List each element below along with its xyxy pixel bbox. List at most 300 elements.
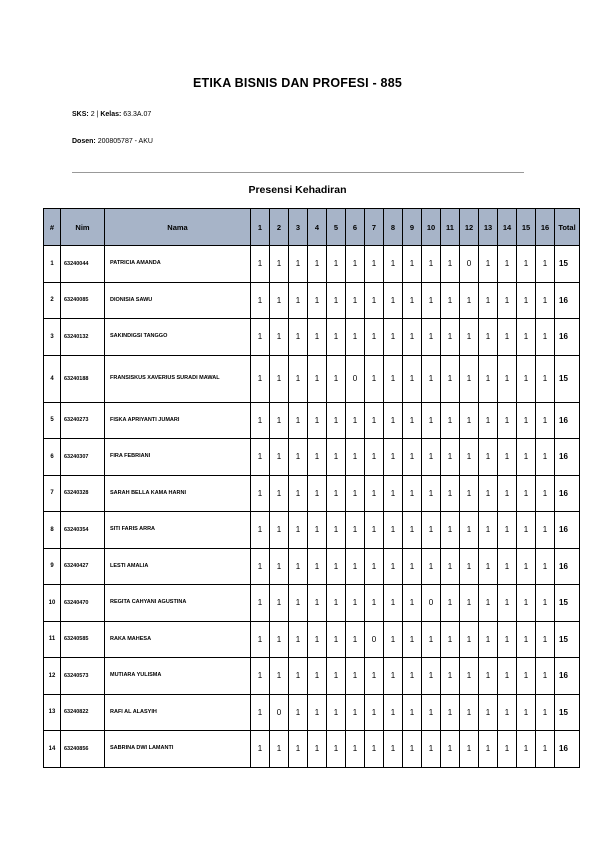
attendance-cell: 1 (365, 731, 384, 768)
attendance-cell: 1 (422, 282, 441, 319)
row-number: 1 (44, 246, 61, 283)
attendance-cell: 1 (308, 246, 327, 283)
attendance-cell: 1 (289, 475, 308, 512)
attendance-cell: 1 (479, 246, 498, 283)
attendance-cell: 1 (479, 355, 498, 402)
attendance-cell: 1 (441, 475, 460, 512)
attendance-cell: 1 (327, 658, 346, 695)
attendance-cell: 1 (346, 319, 365, 356)
table-row (44, 246, 580, 283)
attendance-cell: 1 (308, 548, 327, 585)
attendance-cell: 1 (460, 439, 479, 476)
attendance-cell: 1 (422, 548, 441, 585)
attendance-cell: 1 (289, 658, 308, 695)
column-header: 3 (289, 209, 308, 246)
column-header: 11 (441, 209, 460, 246)
attendance-cell: 1 (479, 621, 498, 658)
attendance-cell: 1 (346, 585, 365, 622)
attendance-cell: 1 (308, 439, 327, 476)
attendance-cell: 1 (536, 512, 555, 549)
student-name: RAKA MAHESA (105, 621, 251, 658)
attendance-cell: 1 (422, 658, 441, 695)
table-row (44, 475, 580, 512)
attendance-cell: 1 (498, 512, 517, 549)
total-cell: 15 (555, 246, 580, 283)
attendance-cell: 0 (270, 694, 289, 731)
total-cell: 16 (555, 282, 580, 319)
attendance-cell: 1 (308, 658, 327, 695)
attendance-cell: 0 (346, 355, 365, 402)
attendance-cell: 1 (327, 439, 346, 476)
attendance-cell: 1 (403, 694, 422, 731)
attendance-cell: 1 (479, 694, 498, 731)
attendance-cell: 1 (460, 694, 479, 731)
attendance-cell: 1 (384, 402, 403, 439)
attendance-cell: 1 (517, 621, 536, 658)
attendance-cell: 1 (479, 658, 498, 695)
student-name: REGITA CAHYANI AGUSTINA (105, 585, 251, 622)
attendance-cell: 1 (422, 475, 441, 512)
attendance-cell: 1 (460, 475, 479, 512)
student-name: LESTI AMALIA (105, 548, 251, 585)
total-cell: 16 (555, 548, 580, 585)
attendance-cell: 1 (536, 548, 555, 585)
attendance-cell: 1 (536, 282, 555, 319)
attendance-cell: 1 (441, 548, 460, 585)
attendance-cell: 1 (308, 319, 327, 356)
attendance-cell: 1 (327, 694, 346, 731)
row-number: 12 (44, 658, 61, 695)
total-cell: 16 (555, 658, 580, 695)
column-header: 15 (517, 209, 536, 246)
attendance-cell: 1 (308, 585, 327, 622)
attendance-cell: 1 (422, 512, 441, 549)
student-name: FRANSISKUS XAVERIUS SURADI MAWAL (105, 355, 251, 402)
row-number: 8 (44, 512, 61, 549)
attendance-cell: 1 (536, 694, 555, 731)
attendance-cell: 1 (346, 658, 365, 695)
attendance-cell: 1 (441, 585, 460, 622)
attendance-cell: 1 (270, 548, 289, 585)
attendance-cell: 1 (384, 439, 403, 476)
attendance-cell: 1 (498, 319, 517, 356)
column-header: Total (555, 209, 580, 246)
total-cell: 16 (555, 402, 580, 439)
row-number: 11 (44, 621, 61, 658)
table-row (44, 548, 580, 585)
attendance-cell: 1 (517, 585, 536, 622)
attendance-cell: 1 (422, 319, 441, 356)
student-nim: 63240354 (61, 512, 105, 549)
attendance-cell: 1 (384, 512, 403, 549)
attendance-cell: 1 (327, 621, 346, 658)
attendance-cell: 1 (308, 512, 327, 549)
attendance-cell: 1 (460, 355, 479, 402)
attendance-cell: 1 (289, 402, 308, 439)
attendance-cell: 1 (251, 731, 270, 768)
column-header: Nama (105, 209, 251, 246)
attendance-cell: 1 (346, 694, 365, 731)
attendance-cell: 1 (308, 694, 327, 731)
attendance-cell: 1 (251, 585, 270, 622)
attendance-cell: 1 (365, 694, 384, 731)
attendance-cell: 1 (422, 694, 441, 731)
student-name: SITI FARIS ARRA (105, 512, 251, 549)
attendance-cell: 1 (460, 731, 479, 768)
total-cell: 16 (555, 319, 580, 356)
attendance-cell: 1 (365, 548, 384, 585)
row-number: 2 (44, 282, 61, 319)
attendance-cell: 1 (403, 282, 422, 319)
attendance-cell: 1 (536, 355, 555, 402)
attendance-cell: 1 (346, 512, 365, 549)
attendance-cell: 1 (289, 319, 308, 356)
student-name: SARAH BELLA KAMA HARNI (105, 475, 251, 512)
attendance-cell: 1 (289, 439, 308, 476)
attendance-cell: 1 (441, 512, 460, 549)
table-row (44, 355, 580, 402)
attendance-table (43, 208, 580, 768)
attendance-cell: 1 (441, 621, 460, 658)
row-number: 5 (44, 402, 61, 439)
attendance-cell: 1 (460, 658, 479, 695)
attendance-cell: 1 (251, 402, 270, 439)
attendance-cell: 1 (308, 731, 327, 768)
attendance-cell: 1 (498, 402, 517, 439)
dosen-label: Dosen: (72, 138, 96, 145)
attendance-cell: 1 (460, 512, 479, 549)
attendance-cell: 1 (346, 439, 365, 476)
attendance-cell: 1 (460, 621, 479, 658)
attendance-cell: 1 (289, 694, 308, 731)
attendance-cell: 1 (270, 246, 289, 283)
attendance-cell: 1 (422, 439, 441, 476)
attendance-cell: 1 (327, 475, 346, 512)
student-nim: 63240470 (61, 585, 105, 622)
attendance-cell: 1 (384, 355, 403, 402)
attendance-cell: 1 (441, 658, 460, 695)
attendance-cell: 1 (441, 282, 460, 319)
attendance-cell: 1 (365, 512, 384, 549)
attendance-cell: 1 (289, 282, 308, 319)
student-name: PATRICIA AMANDA (105, 246, 251, 283)
attendance-cell: 1 (403, 658, 422, 695)
attendance-cell: 1 (251, 548, 270, 585)
attendance-cell: 1 (517, 694, 536, 731)
attendance-cell: 1 (346, 246, 365, 283)
attendance-cell: 1 (403, 402, 422, 439)
attendance-cell: 1 (251, 246, 270, 283)
attendance-cell: 1 (327, 548, 346, 585)
student-nim: 63240085 (61, 282, 105, 319)
attendance-cell: 1 (251, 658, 270, 695)
attendance-cell: 1 (536, 246, 555, 283)
attendance-cell: 1 (422, 246, 441, 283)
attendance-cell: 1 (479, 439, 498, 476)
attendance-cell: 1 (384, 319, 403, 356)
attendance-cell: 1 (365, 402, 384, 439)
column-header: 6 (346, 209, 365, 246)
attendance-cell: 1 (384, 585, 403, 622)
attendance-cell: 1 (536, 439, 555, 476)
student-nim: 63240822 (61, 694, 105, 731)
table-body (44, 246, 580, 768)
table-row (44, 319, 580, 356)
attendance-cell: 1 (270, 402, 289, 439)
attendance-cell: 1 (403, 548, 422, 585)
attendance-cell: 1 (289, 548, 308, 585)
attendance-cell: 1 (384, 731, 403, 768)
attendance-cell: 1 (517, 475, 536, 512)
attendance-cell: 1 (327, 282, 346, 319)
row-number: 3 (44, 319, 61, 356)
attendance-cell: 1 (346, 402, 365, 439)
student-name: FIRA FEBRIANI (105, 439, 251, 476)
attendance-cell: 1 (346, 282, 365, 319)
attendance-cell: 1 (479, 402, 498, 439)
attendance-cell: 1 (251, 621, 270, 658)
attendance-cell: 1 (460, 402, 479, 439)
attendance-cell: 0 (365, 621, 384, 658)
attendance-cell: 1 (346, 621, 365, 658)
column-header: 5 (327, 209, 346, 246)
attendance-cell: 1 (365, 439, 384, 476)
column-header: 13 (479, 209, 498, 246)
attendance-cell: 1 (384, 475, 403, 512)
attendance-cell: 1 (460, 282, 479, 319)
attendance-cell: 1 (270, 512, 289, 549)
attendance-cell: 1 (517, 355, 536, 402)
attendance-cell: 1 (403, 475, 422, 512)
attendance-cell: 1 (498, 621, 517, 658)
sks-label: SKS: (72, 111, 89, 118)
attendance-cell: 1 (270, 585, 289, 622)
attendance-cell: 1 (479, 282, 498, 319)
attendance-cell: 1 (536, 585, 555, 622)
attendance-cell: 1 (251, 355, 270, 402)
attendance-cell: 1 (498, 548, 517, 585)
attendance-cell: 1 (289, 512, 308, 549)
attendance-cell: 1 (384, 694, 403, 731)
attendance-cell: 1 (498, 246, 517, 283)
column-header: 7 (365, 209, 384, 246)
attendance-cell: 1 (517, 402, 536, 439)
table-row (44, 585, 580, 622)
attendance-cell: 1 (270, 355, 289, 402)
attendance-cell: 1 (365, 658, 384, 695)
attendance-cell: 1 (517, 319, 536, 356)
attendance-cell: 1 (498, 694, 517, 731)
attendance-cell: 1 (498, 439, 517, 476)
attendance-cell: 1 (327, 319, 346, 356)
attendance-cell: 1 (365, 319, 384, 356)
column-header: # (44, 209, 61, 246)
student-nim: 63240132 (61, 319, 105, 356)
attendance-cell: 1 (327, 246, 346, 283)
attendance-cell: 1 (460, 548, 479, 585)
student-nim: 63240856 (61, 731, 105, 768)
attendance-cell: 1 (308, 282, 327, 319)
attendance-cell: 1 (479, 585, 498, 622)
student-nim: 63240573 (61, 658, 105, 695)
attendance-cell: 1 (479, 319, 498, 356)
attendance-cell: 1 (403, 731, 422, 768)
attendance-cell: 1 (289, 731, 308, 768)
row-number: 4 (44, 355, 61, 402)
attendance-cell: 1 (498, 731, 517, 768)
attendance-cell: 1 (479, 548, 498, 585)
attendance-cell: 1 (365, 355, 384, 402)
attendance-cell: 1 (251, 282, 270, 319)
attendance-cell: 1 (498, 585, 517, 622)
attendance-cell: 1 (270, 731, 289, 768)
attendance-cell: 1 (251, 694, 270, 731)
table-row (44, 731, 580, 768)
student-nim: 63240328 (61, 475, 105, 512)
attendance-cell: 1 (270, 282, 289, 319)
attendance-cell: 1 (365, 585, 384, 622)
attendance-cell: 1 (327, 585, 346, 622)
attendance-cell: 1 (479, 475, 498, 512)
attendance-cell: 1 (403, 246, 422, 283)
student-name: MUTIARA YULISMA (105, 658, 251, 695)
attendance-cell: 1 (517, 548, 536, 585)
column-header: 4 (308, 209, 327, 246)
table-row (44, 658, 580, 695)
attendance-cell: 1 (346, 731, 365, 768)
attendance-cell: 1 (517, 658, 536, 695)
attendance-cell: 1 (441, 402, 460, 439)
attendance-cell: 1 (384, 621, 403, 658)
attendance-cell: 1 (536, 658, 555, 695)
attendance-cell: 1 (536, 475, 555, 512)
row-number: 13 (44, 694, 61, 731)
attendance-cell: 1 (346, 475, 365, 512)
column-header: 10 (422, 209, 441, 246)
attendance-cell: 1 (308, 402, 327, 439)
attendance-cell: 1 (270, 319, 289, 356)
attendance-cell: 1 (441, 731, 460, 768)
attendance-cell: 1 (441, 439, 460, 476)
attendance-cell: 1 (422, 621, 441, 658)
attendance-cell: 1 (270, 658, 289, 695)
table-row (44, 512, 580, 549)
column-header: 9 (403, 209, 422, 246)
sks-value: 2 (90, 111, 95, 118)
column-header: 14 (498, 209, 517, 246)
attendance-cell: 1 (422, 402, 441, 439)
student-name: SABRINA DWI LAMANTI (105, 731, 251, 768)
total-cell: 16 (555, 731, 580, 768)
attendance-cell: 1 (365, 246, 384, 283)
attendance-cell: 1 (441, 355, 460, 402)
attendance-cell: 1 (479, 512, 498, 549)
attendance-cell: 1 (498, 658, 517, 695)
attendance-cell: 1 (498, 282, 517, 319)
total-cell: 16 (555, 475, 580, 512)
attendance-cell: 1 (441, 246, 460, 283)
student-nim: 63240307 (61, 439, 105, 476)
column-header: 2 (270, 209, 289, 246)
table-row (44, 621, 580, 658)
attendance-cell: 1 (251, 475, 270, 512)
attendance-cell: 1 (308, 475, 327, 512)
section-title: Presensi Kehadiran (248, 184, 347, 196)
total-cell: 15 (555, 355, 580, 402)
attendance-cell: 1 (384, 548, 403, 585)
attendance-cell: 1 (441, 694, 460, 731)
attendance-cell: 1 (270, 621, 289, 658)
attendance-cell: 1 (403, 319, 422, 356)
attendance-cell: 1 (479, 731, 498, 768)
attendance-cell: 1 (403, 621, 422, 658)
divider (72, 172, 524, 173)
student-nim: 63240044 (61, 246, 105, 283)
attendance-cell: 1 (422, 355, 441, 402)
attendance-cell: 1 (498, 475, 517, 512)
attendance-cell: 1 (517, 731, 536, 768)
row-number: 7 (44, 475, 61, 512)
column-header: 8 (384, 209, 403, 246)
attendance-cell: 1 (365, 282, 384, 319)
attendance-cell: 1 (346, 548, 365, 585)
attendance-cell: 0 (460, 246, 479, 283)
attendance-cell: 1 (327, 512, 346, 549)
attendance-cell: 1 (460, 585, 479, 622)
student-name: SAKINDIGSI TANGGO (105, 319, 251, 356)
table-row (44, 694, 580, 731)
attendance-cell: 1 (460, 319, 479, 356)
column-header: 12 (460, 209, 479, 246)
attendance-cell: 1 (289, 355, 308, 402)
lecturer-meta (72, 138, 153, 145)
attendance-cell: 1 (251, 512, 270, 549)
attendance-cell: 1 (327, 355, 346, 402)
attendance-cell: 1 (289, 246, 308, 283)
column-header: 16 (536, 209, 555, 246)
row-number: 14 (44, 731, 61, 768)
attendance-cell: 1 (517, 512, 536, 549)
student-nim: 63240273 (61, 402, 105, 439)
meta-separator: | (96, 111, 99, 118)
attendance-cell: 1 (517, 246, 536, 283)
attendance-cell: 1 (403, 439, 422, 476)
row-number: 6 (44, 439, 61, 476)
student-nim: 63240585 (61, 621, 105, 658)
attendance-cell: 1 (308, 621, 327, 658)
attendance-cell: 1 (308, 355, 327, 402)
attendance-cell: 1 (251, 319, 270, 356)
table-row (44, 282, 580, 319)
attendance-cell: 1 (384, 246, 403, 283)
attendance-cell: 1 (403, 512, 422, 549)
row-number: 10 (44, 585, 61, 622)
kelas-label: Kelas: (100, 111, 122, 118)
attendance-cell: 1 (327, 731, 346, 768)
attendance-cell: 1 (536, 731, 555, 768)
student-name: FISKA APRIYANTI JUMARI (105, 402, 251, 439)
attendance-cell: 1 (251, 439, 270, 476)
attendance-cell: 1 (270, 439, 289, 476)
attendance-cell: 1 (270, 475, 289, 512)
total-cell: 15 (555, 694, 580, 731)
column-header: Nim (61, 209, 105, 246)
attendance-cell: 1 (403, 585, 422, 622)
row-number: 9 (44, 548, 61, 585)
total-cell: 16 (555, 439, 580, 476)
table-header-row (44, 209, 580, 246)
total-cell: 15 (555, 585, 580, 622)
